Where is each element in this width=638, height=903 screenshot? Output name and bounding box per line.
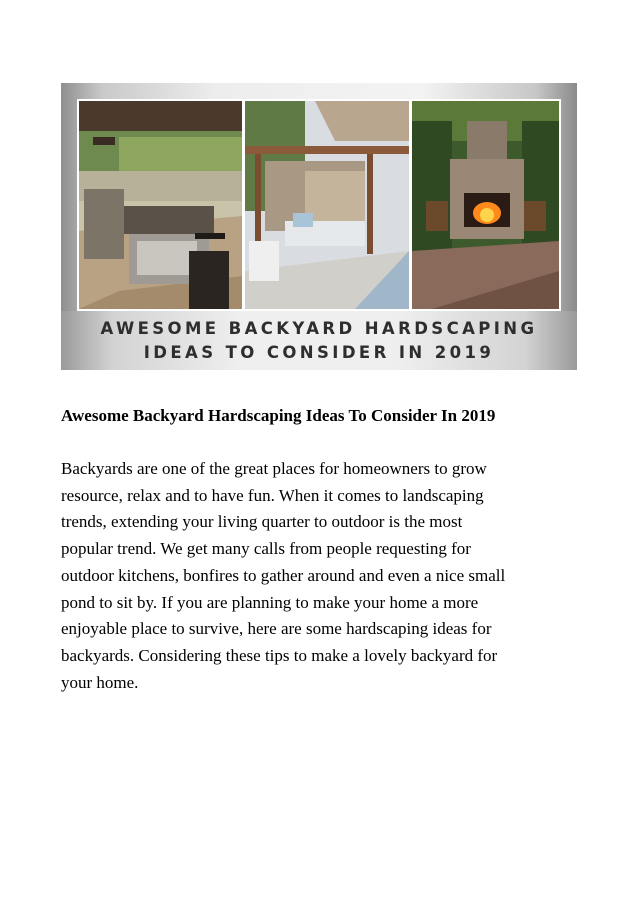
hero-banner [61,311,577,370]
body-line: popular trend. We get many calls from people requesting for [61,539,471,559]
article-title: Awesome Backyard Hardscaping Ideas To Consider In 2019 [61,406,496,425]
pergola-patio-photo [245,101,409,309]
body-line: trends, extending your living quarter to outdoor is the most [61,512,463,532]
banner-line-1: AWESOME BACKYARD HARDSCAPING [100,319,538,338]
body-line: outdoor kitchens, bonfires to gather around and even a nice small [61,565,506,585]
outdoor-fireplace-photo [412,101,559,309]
body-line: enjoyable place to survive, here are some hardscaping ideas for [61,619,492,639]
body-line: Backyards are one of the great places for homeowners to grow [61,459,487,478]
body-line: your home. [61,672,139,692]
article-body [61,456,576,696]
banner-line-2: IDEAS TO CONSIDER IN 2019 [143,343,495,362]
body-line: pond to sit by. If you are planning to make your home a more [61,592,479,612]
body-line: backyards. Considering these tips to make a lovely backyard for [61,645,498,665]
photo-collage [77,99,561,311]
body-line: resource, relax and to have fun. When it comes to landscaping [61,485,484,505]
hero-image [61,83,577,370]
outdoor-kitchen-photo [79,101,242,309]
